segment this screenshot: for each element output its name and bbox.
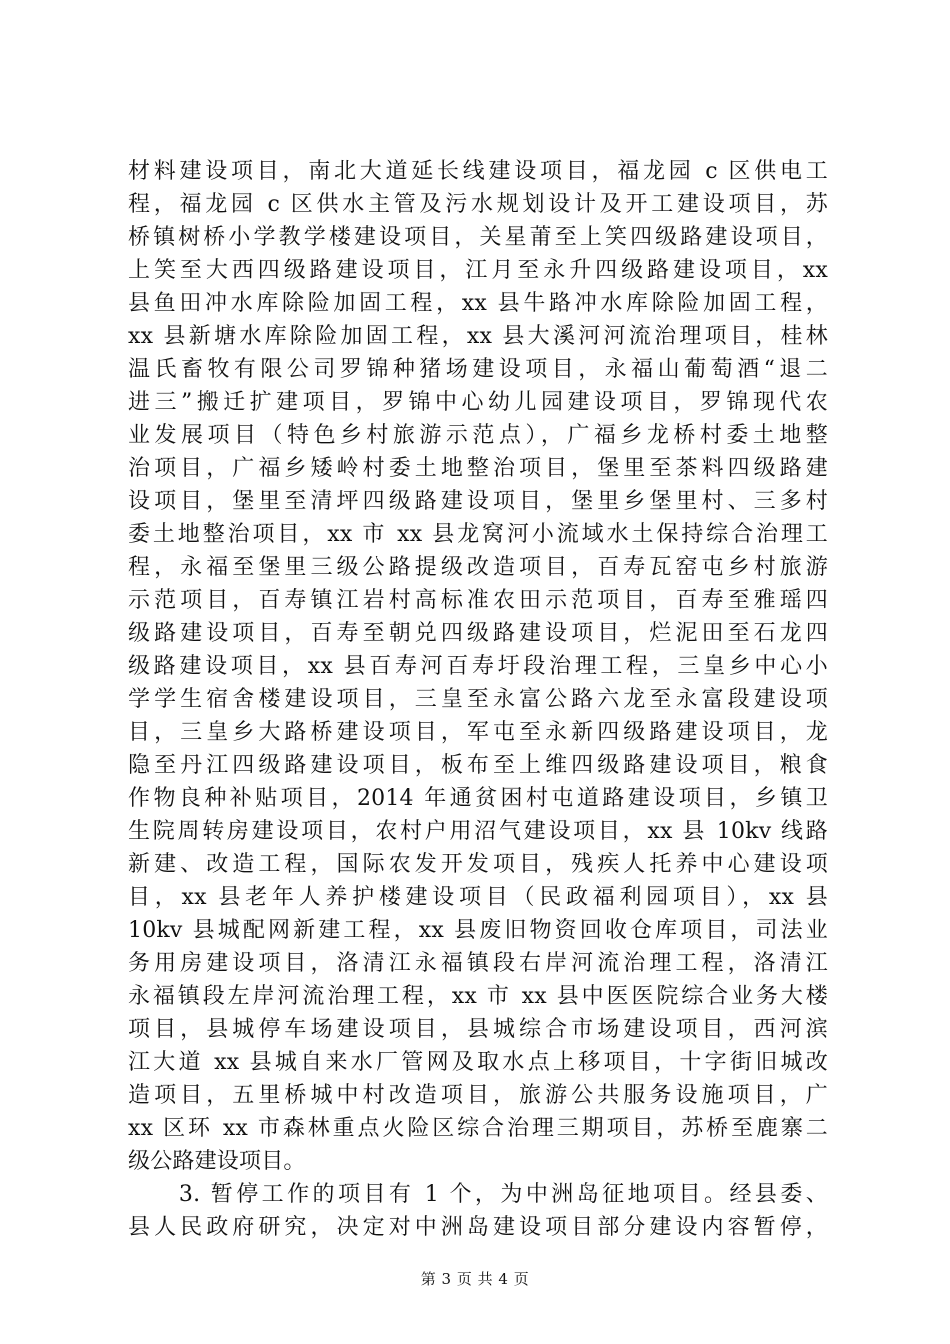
text-line: 进三”搬迁扩建项目，罗锦中心幼儿园建设项目，罗锦现代农 [128, 390, 828, 415]
text-line: 级路建设项目，百寿至朝兑四级路建设项目，烂泥田至石龙四 [128, 621, 828, 646]
text-line: 项目，县城停车场建设项目，县城综合市场建设项目，西河滨 [128, 1017, 828, 1042]
text-line: 温氏畜牧有限公司罗锦种猪场建设项目，永福山葡萄酒“退二 [128, 357, 828, 382]
text-line: 级路建设项目，xx 县百寿河百寿圩段治理工程，三皇乡中心小 [128, 654, 828, 679]
text-line: 造项目，五里桥城中村改造项目，旅游公共服务设施项目，广 [128, 1083, 828, 1108]
text-line: 桥镇树桥小学教学楼建设项目，关星莆至上笑四级路建设项目， [128, 225, 828, 250]
document-body [128, 155, 828, 1244]
text-line: 程，永福至堡里三级公路提级改造项目，百寿瓦窑屯乡村旅游 [128, 555, 828, 580]
text-line: 县鱼田冲水库除险加固工程，xx 县牛路冲水库除险加固工程， [128, 291, 828, 316]
text-line: 委土地整治项目，xx 市 xx 县龙窝河小流域水土保持综合治理工 [128, 522, 828, 547]
page-number-footer: 第 3 页 共 4 页 [420, 1270, 530, 1288]
text-line: 示范项目，百寿镇江岩村高标准农田示范项目，百寿至雅瑶四 [128, 588, 828, 613]
text-line: xx 县新塘水库除险加固工程，xx 县大溪河河流治理项目，桂林 [128, 324, 828, 349]
text-line: 隐至丹江四级路建设项目，板布至上维四级路建设项目，粮食 [128, 753, 828, 778]
text-line: 上笑至大西四级路建设项目，江月至永升四级路建设项目，xx [128, 258, 828, 283]
text-line-paragraph-start: 3. 暂停工作的项目有 1 个，为中洲岛征地项目。经县委、 [128, 1182, 828, 1207]
text-line: 程，福龙园 c 区供水主管及污水规划设计及开工建设项目，苏 [128, 192, 828, 217]
text-line-paragraph-end: 级公路建设项目。 [128, 1149, 306, 1174]
text-line: 生院周转房建设项目，农村户用沼气建设项目，xx 县 10kv 线路 [128, 819, 828, 844]
text-line: 县人民政府研究，决定对中洲岛建设项目部分建设内容暂停， [128, 1215, 828, 1240]
text-line: xx 区环 xx 市森林重点火险区综合治理三期项目，苏桥至鹿寨二 [128, 1116, 828, 1141]
text-line: 务用房建设项目，洛清江永福镇段右岸河流治理工程，洛清江 [128, 951, 828, 976]
text-line: 学学生宿舍楼建设项目，三皇至永富公路六龙至永富段建设项 [128, 687, 828, 712]
text-line: 设项目，堡里至清坪四级路建设项目，堡里乡堡里村、三多村 [128, 489, 828, 514]
text-line: 材料建设项目，南北大道延长线建设项目，福龙园 c 区供电工 [128, 159, 828, 184]
text-line: 作物良种补贴项目，2014 年通贫困村屯道路建设项目，乡镇卫 [128, 786, 828, 811]
text-line: 目，xx 县老年人养护楼建设项目（民政福利园项目），xx 县 [128, 885, 828, 910]
text-line: 永福镇段左岸河流治理工程，xx 市 xx 县中医医院综合业务大楼 [128, 984, 828, 1009]
text-line: 业发展项目（特色乡村旅游示范点），广福乡龙桥村委土地整 [128, 423, 828, 448]
text-line: 治项目，广福乡矮岭村委土地整治项目，堡里至茶料四级路建 [128, 456, 828, 481]
text-line: 目，三皇乡大路桥建设项目，军屯至永新四级路建设项目，龙 [128, 720, 828, 745]
text-line: 新建、改造工程，国际农发开发项目，残疾人托养中心建设项 [128, 852, 828, 877]
text-line: 10kv 县城配网新建工程，xx 县废旧物资回收仓库项目，司法业 [128, 918, 828, 943]
text-line: 江大道 xx 县城自来水厂管网及取水点上移项目，十字街旧城改 [128, 1050, 828, 1075]
